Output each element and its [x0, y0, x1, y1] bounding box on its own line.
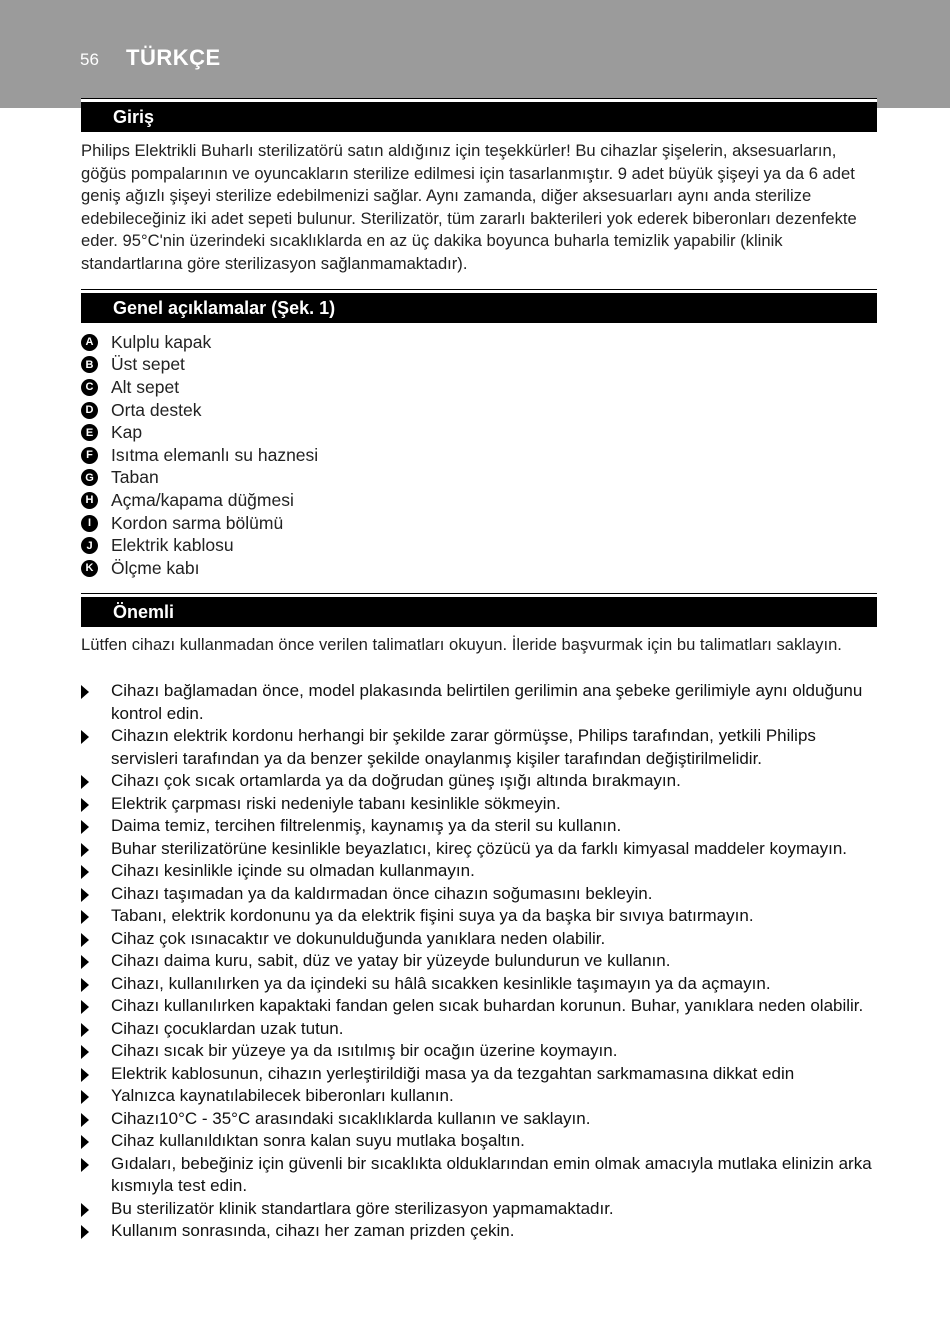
intro-paragraph: Philips Elektrikli Buharlı sterilizatörü satın aldığınız için teşekkürler! Bu cihazlar şişelerin, aksesuarların, göğüs pompalarının ve oyuncakların sterilize edilmesi için tasarlanmıştır. 9 adet büyük şişeyi ya da 6 adet geniş ağızlı şişeyi sterilize edebilmenizi sağlar. Aynı zamanda, diğer aksesuarları aynı anda sterilize edebileceğiniz iki adet sepeti bulunur. Sterilizatör, tüm zararlı bakterileri yok ederek biberonları dezenfekte eder. 95°C'nin üzerindeki sıcaklıklarda en az üç dakika boyunca buharla temizlik yapabilir (klinik standartlarına göre sterilizasyon sağlanmamaktadır).: [81, 141, 857, 273]
bullet-arrow-icon: [81, 978, 89, 992]
part-label: Kordon sarma bölümü: [111, 512, 284, 533]
part-item: [81, 331, 318, 354]
part-letter-badge: E: [81, 424, 98, 441]
warning-text: Bu sterilizatör klinik standartlara göre sterilizasyon yapmamaktadır.: [111, 1198, 614, 1218]
part-letter-badge: C: [81, 379, 98, 396]
part-label: Üst sepet: [111, 354, 185, 375]
part-letter-badge: A: [81, 334, 98, 351]
warning-text: Cihazı, kullanılırken ya da içindeki su hâlâ sıcakken kesinlikle taşımayın ya da açmayın.: [111, 973, 771, 993]
warning-item: [81, 838, 881, 861]
part-item: [81, 489, 318, 512]
warning-item: [81, 1040, 881, 1063]
part-label: Açma/kapama düğmesi: [111, 489, 294, 510]
bullet-arrow-icon: [81, 1023, 89, 1037]
bullet-arrow-icon: [81, 798, 89, 812]
section-heading-overview: Genel açıklamalar (Şek. 1): [81, 293, 877, 323]
part-item: [81, 376, 318, 399]
bullet-arrow-icon: [81, 955, 89, 969]
page-number: 56: [80, 50, 99, 69]
bullet-arrow-icon: [81, 843, 89, 857]
warning-item: [81, 928, 881, 951]
section-heading-important: Önemli: [81, 597, 877, 627]
header-band: [0, 0, 950, 108]
bullet-arrow-icon: [81, 888, 89, 902]
warning-text: Elektrik kablosunun, cihazın yerleştirildiği masa ya da tezgahtan sarkmamasına dikkat edin: [111, 1063, 795, 1083]
warning-item: [81, 905, 881, 928]
warning-item: [81, 883, 881, 906]
warning-item: [81, 1085, 881, 1108]
part-item: [81, 399, 318, 422]
warning-text: Daima temiz, tercihen filtrelenmiş, kaynamış ya da steril su kullanın.: [111, 816, 622, 835]
bullet-arrow-icon: [81, 1045, 89, 1059]
warning-text: Cihaz kullanıldıktan sonra kalan suyu mutlaka boşaltın.: [111, 1131, 525, 1150]
part-label: Ölçme kabı: [111, 557, 200, 578]
bullet-arrow-icon: [81, 1158, 89, 1172]
warning-item: [81, 815, 881, 838]
part-label: Alt sepet: [111, 376, 180, 397]
bullet-arrow-icon: [81, 820, 89, 834]
bullet-arrow-icon: [81, 1113, 89, 1127]
bullet-arrow-icon: [81, 910, 89, 924]
warning-text: Buhar sterilizatörüne kesinlikle beyazlatıcı, kireç çözücü ya da farklı kimyasal maddeler koymayın.: [111, 838, 848, 858]
part-letter-badge: K: [81, 560, 98, 577]
bullet-arrow-icon: [81, 1203, 89, 1217]
warning-text: Gıdaları, bebeğiniz için güvenli bir sıcaklıkta olduklarından emin olmak amacıyla mutlaka elinizin arka kısmıyla test edin.: [111, 1153, 872, 1195]
part-item: [81, 444, 318, 467]
part-label: Orta destek: [111, 399, 202, 420]
warning-item: [81, 1018, 881, 1041]
bullet-arrow-icon: [81, 685, 89, 699]
important-intro: Lütfen cihazı kullanmadan önce verilen talimatları okuyun. İleride başvurmak için bu talimatları saklayın.: [81, 635, 842, 654]
warning-text: Cihazı sıcak bir yüzeye ya da ısıtılmış bir ocağın üzerine koymayın.: [111, 1041, 618, 1060]
warning-text: Cihazı taşımadan ya da kaldırmadan önce cihazın soğumasını bekleyin.: [111, 883, 653, 903]
part-label: Isıtma elemanlı su haznesi: [111, 444, 319, 465]
part-letter-badge: J: [81, 537, 98, 554]
warning-list: [81, 680, 881, 1243]
warning-text: Cihazı çocuklardan uzak tutun.: [111, 1018, 344, 1038]
bullet-arrow-icon: [81, 730, 89, 744]
bullet-arrow-icon: [81, 1225, 89, 1239]
warning-text: Yalnızca kaynatılabilecek biberonları kullanın.: [111, 1086, 454, 1105]
warning-item: [81, 1130, 881, 1153]
warning-item: [81, 1198, 881, 1221]
warning-item: [81, 1153, 881, 1198]
warning-text: Cihazı çok sıcak ortamlarda ya da doğrudan güneş ışığı altında bırakmayın.: [111, 771, 681, 790]
part-item: [81, 467, 318, 490]
language-title: TÜRKÇE: [126, 45, 221, 70]
part-letter-badge: F: [81, 447, 98, 464]
part-label: Kap: [111, 422, 143, 443]
bullet-arrow-icon: [81, 933, 89, 947]
warning-item: [81, 1220, 881, 1243]
part-letter-badge: B: [81, 356, 98, 373]
warning-item: [81, 1063, 881, 1086]
part-item: [81, 512, 318, 535]
warning-text: Elektrik çarpması riski nedeniyle tabanı kesinlikle sökmeyin.: [111, 793, 561, 813]
bullet-arrow-icon: [81, 865, 89, 879]
part-letter-badge: D: [81, 402, 98, 419]
warning-text: Cihazı kullanılırken kapaktaki fandan gelen sıcak buhardan korunun. Buhar, yanıklara neden olabilir.: [111, 996, 864, 1015]
part-letter-badge: H: [81, 492, 98, 509]
part-item: [81, 534, 318, 557]
bullet-arrow-icon: [81, 775, 89, 789]
section-heading-intro: Giriş: [81, 102, 877, 132]
part-label: Taban: [111, 467, 159, 488]
warning-item: [81, 860, 881, 883]
bullet-arrow-icon: [81, 1000, 89, 1014]
warning-text: Cihazı10°C - 35°C arasındaki sıcaklıklarda kullanın ve saklayın.: [111, 1108, 591, 1128]
part-letter-badge: G: [81, 469, 98, 486]
part-letter-badge: I: [81, 515, 98, 532]
warning-item: [81, 995, 881, 1018]
warning-item: [81, 1108, 881, 1131]
bullet-arrow-icon: [81, 1068, 89, 1082]
warning-text: Cihaz çok ısınacaktır ve dokunulduğunda yanıklara neden olabilir.: [111, 928, 606, 948]
warning-item: [81, 725, 881, 770]
part-item: [81, 557, 318, 580]
part-item: [81, 354, 318, 377]
warning-item: [81, 793, 881, 816]
warning-item: [81, 973, 881, 996]
warning-text: Kullanım sonrasında, cihazı her zaman prizden çekin.: [111, 1221, 515, 1240]
warning-text: Cihazın elektrik kordonu herhangi bir şekilde zarar görmüşse, Philips tarafından, yetkili Philips servisleri tarafından ya da benzer şekilde onaylanmış kişiler tarafından değiştirilmelidir.: [111, 726, 816, 768]
warning-text: Tabanı, elektrik kordonunu ya da elektrik fişini suya ya da başka bir sıvıya batırmayın.: [111, 906, 754, 925]
warning-text: Cihazı kesinlikle içinde su olmadan kullanmayın.: [111, 861, 475, 880]
warning-item: [81, 770, 881, 793]
part-label: Kulplu kapak: [111, 331, 212, 352]
bullet-arrow-icon: [81, 1090, 89, 1104]
bullet-arrow-icon: [81, 1135, 89, 1149]
warning-item: [81, 680, 881, 725]
parts-list: [81, 331, 318, 580]
warning-text: Cihazı bağlamadan önce, model plakasında belirtilen gerilimin ana şebeke gerilimiyle aynı olduğunu kontrol edin.: [111, 681, 863, 723]
warning-item: [81, 950, 881, 973]
part-label: Elektrik kablosu: [111, 535, 234, 556]
part-item: [81, 421, 318, 444]
warning-text: Cihazı daima kuru, sabit, düz ve yatay bir yüzeyde bulundurun ve kullanın.: [111, 951, 671, 970]
